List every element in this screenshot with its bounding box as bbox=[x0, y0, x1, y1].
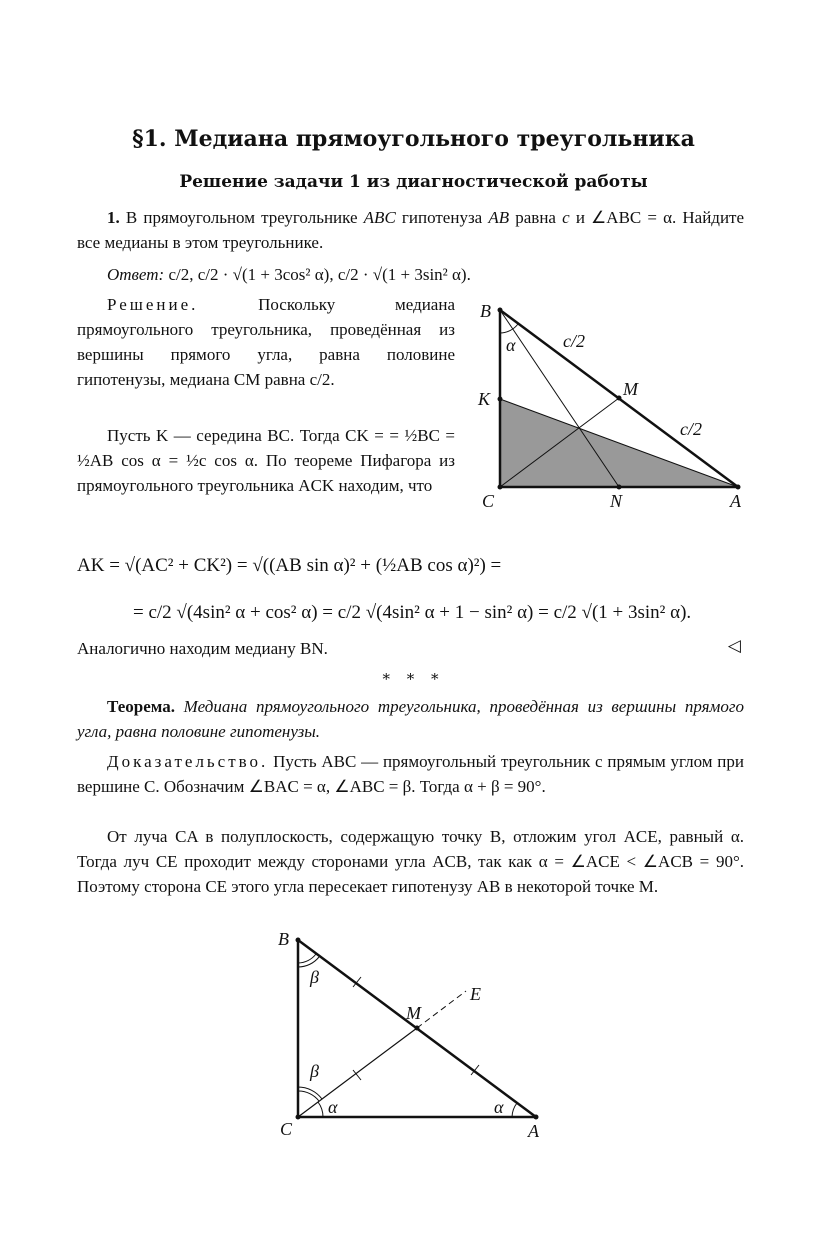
proof-label: Доказательство. bbox=[107, 752, 269, 771]
proof-text-2: От луча CA в полуплоскость, содержащую точку B, отложим угол ACE, равный α. Тогда луч CE проходит между сторонами угла ACB, так как α = ∠ACE < ∠ACB = 90°. Поэтому сторона CE этого угла пересекает гипотенузу AB в некоторой точке M. bbox=[77, 827, 744, 896]
angle-arc-b bbox=[500, 324, 518, 333]
point-b bbox=[498, 308, 503, 313]
label-k: K bbox=[478, 389, 491, 409]
label-m: M bbox=[623, 379, 638, 399]
problem-statement bbox=[77, 205, 744, 255]
point-n bbox=[617, 485, 622, 490]
theorem bbox=[77, 694, 744, 744]
solution-p3 bbox=[77, 636, 677, 661]
label-c2: C bbox=[280, 1119, 293, 1139]
figure-2 bbox=[270, 925, 570, 1145]
figure-1 bbox=[470, 295, 760, 520]
proof-p2 bbox=[77, 824, 744, 899]
point-m2 bbox=[415, 1026, 420, 1031]
end-of-solution-mark: ◁ bbox=[727, 636, 741, 656]
angle-arc-b2 bbox=[298, 954, 316, 963]
problem-text-a: В прямоугольном треугольнике bbox=[125, 208, 358, 227]
label-c: C bbox=[482, 491, 495, 511]
label-alpha-2: α bbox=[494, 1097, 504, 1117]
angle-arc-a-alpha bbox=[512, 1103, 517, 1117]
problem-text-d: и ∠ABC = α. Найдите все медианы в этом треугольнике. bbox=[77, 208, 745, 252]
answer-part3: c/2 · √(1 + 3sin² α) bbox=[337, 265, 467, 284]
point-a2 bbox=[534, 1115, 539, 1120]
answer: Ответ: c/2, c/2 · √(1 + 3cos² α), c/2 · √(1 + 3sin² α). bbox=[107, 265, 471, 284]
point-a bbox=[736, 485, 741, 490]
answer-label: Ответ: bbox=[107, 265, 165, 284]
section-separator: * * * bbox=[382, 670, 445, 688]
label-half-1: c/2 bbox=[563, 331, 585, 351]
label-a: A bbox=[730, 491, 741, 511]
answer-part1: c/2 bbox=[168, 265, 190, 284]
label-m2: M bbox=[406, 1003, 421, 1023]
ray-me-dashed bbox=[417, 991, 466, 1028]
problem-text-c: равна bbox=[515, 208, 556, 227]
theorem-label: Теорема. bbox=[107, 697, 175, 716]
problem-number: 1. bbox=[107, 208, 120, 227]
label-n: N bbox=[610, 491, 623, 511]
point-c bbox=[498, 485, 503, 490]
proof-text-1: Пусть ABC — прямоугольный треугольник с прямым углом при вершине C. Обозначим ∠BAC = α, ∠ABC = β. Тогда α + β = 90°. bbox=[77, 752, 745, 796]
label-b2: B bbox=[278, 929, 289, 949]
section-title: §1. Медиана прямоугольного треугольника bbox=[132, 126, 695, 152]
problem-c: c bbox=[562, 208, 570, 227]
problem-ab: AB bbox=[488, 208, 510, 227]
answer-part2: c/2 · √(1 + 3cos² α) bbox=[197, 265, 330, 284]
point-b2 bbox=[296, 938, 301, 943]
formula-2: = c/2 √(4sin² α + cos² α) = c/2 √(4sin² α + 1 − sin² α) = c/2 √(1 + 3sin² α). bbox=[133, 602, 692, 623]
point-k bbox=[498, 397, 503, 402]
problem-abc: ABC bbox=[363, 208, 396, 227]
label-b: B bbox=[480, 301, 491, 321]
formula-1: AK = √(AC² + CK²) = √((AB sin α)² + (½AB cos α)²) = bbox=[77, 555, 502, 576]
label-half-2: c/2 bbox=[680, 419, 702, 439]
solution-text-2: Пусть K — середина BC. Тогда CK = = ½BC = ½AB cos α = ½c cos α. По теореме Пифагора из прямоугольного треугольника ACK находим, что bbox=[77, 426, 455, 495]
label-beta-1: β bbox=[310, 967, 319, 987]
label-alpha-1: α bbox=[328, 1097, 338, 1117]
theorem-text: Медиана прямоугольного треугольника, проведённая из вершины прямого угла, равна половине гипотенузы. bbox=[77, 697, 744, 741]
point-m bbox=[617, 396, 622, 401]
solution-p2 bbox=[77, 423, 455, 498]
angle-arc-b2-outer bbox=[298, 957, 319, 967]
problem-text-b: гипотенуза bbox=[401, 208, 483, 227]
solution-text-1: Поскольку медиана прямоугольного треугольника, проведённая из вершины прямого угла, равна половине гипотенузы, медиана CM равна c/2. bbox=[77, 295, 455, 389]
point-c2 bbox=[296, 1115, 301, 1120]
solution-label: Решение. bbox=[107, 295, 199, 314]
solution-p1 bbox=[77, 292, 455, 392]
label-alpha: α bbox=[506, 335, 516, 355]
solution-text-3: Аналогично находим медиану BN. bbox=[77, 639, 328, 658]
proof-p1 bbox=[77, 749, 744, 799]
label-a2: A bbox=[528, 1121, 539, 1141]
angle-arc-c-alpha bbox=[318, 1102, 323, 1117]
subtitle: Решение задачи 1 из диагностической работы bbox=[179, 172, 648, 192]
label-beta-2: β bbox=[310, 1061, 319, 1081]
label-e: E bbox=[470, 984, 481, 1004]
